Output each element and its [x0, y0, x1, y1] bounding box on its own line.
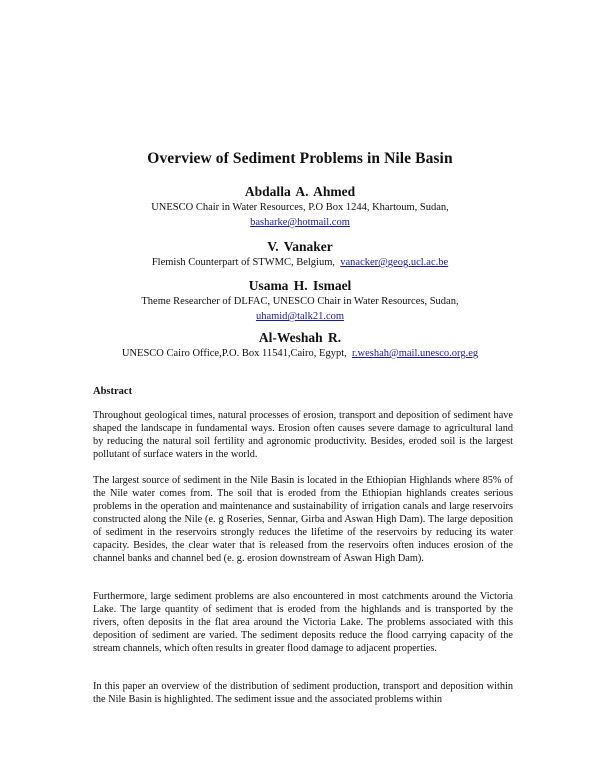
author-block-1: [0, 184, 600, 230]
author-affiliation: Flemish Counterpart of STWMC, Belgium,: [151, 257, 335, 268]
author-name: Usama H. Ismael: [248, 278, 352, 293]
abstract-paragraph-3: Furthermore, large sediment problems are also encountered in most catchments around the Victoria Lake. The large quantity of sediment that is eroded from the highlands and is transported by the rivers, often deposits in the flat area around the Victoria Lake. The problems associated with this deposition of sediment are varied. The sediment deposits reduce the flood carrying capacity of the stream channels, which often results in greater flood damage to adjacent properties.: [93, 591, 513, 655]
author-name: V. Vanaker: [267, 239, 333, 254]
author-block-4: [0, 330, 600, 361]
author-block-2: [0, 239, 600, 270]
author-name: Abdalla A. Ahmed: [244, 184, 356, 199]
author-affiliation: UNESCO Chair in Water Resources, P.O Box 1244, Khartoum, Sudan,: [151, 202, 449, 213]
author-affiliation: Theme Researcher of DLFAC, UNESCO Chair in Water Resources, Sudan,: [141, 296, 459, 307]
abstract-paragraph-2: The largest source of sediment in the Nile Basin is located in the Ethiopian Highlands where 85% of the Nile water comes from. The soil that is eroded from the Ethiopian highlands creates serious problems in the operation and maintenance and sustainability of irrigation canals and large reservoirs constructed along the Nile (e. g Roseries, Sennar, Girba and Aswan High Dam). The large deposition of sediment in the reservoirs strongly reduces the lifetime of the reservoirs by reducing its water capacity. Besides, the clear water that is released from the reservoirs often induces erosion of the channel banks and channel bed (e. g. erosion downstream of Aswan High Dam).: [93, 475, 513, 565]
author-block-3: [0, 278, 600, 324]
author-name: Al-Weshah R.: [258, 330, 342, 345]
author-affiliation: UNESCO Cairo Office,P.O. Box 11541,Cairo, Egypt,: [121, 348, 347, 359]
author-email-link[interactable]: uhamid@talk21.com: [255, 311, 345, 322]
abstract-paragraph-1: Throughout geological times, natural processes of erosion, transport and deposition of sediment have shaped the landscape in fundamental ways. Erosion often causes severe damage to agricultural land by reducing the natural soil fertility and agronomic productivity. Besides, eroded soil is the largest pollutant of surface waters in the world.: [93, 410, 513, 461]
author-email-link[interactable]: r.weshah@mail.unesco.org.eg: [352, 348, 479, 359]
abstract-heading: Abstract: [93, 386, 133, 397]
paper-title: Overview of Sediment Problems in Nile Basin: [147, 150, 453, 167]
author-email-link[interactable]: vanacker@geog.ucl.ac.be: [340, 257, 449, 268]
abstract-paragraph-4: In this paper an overview of the distribution of sediment production, transport and deposition within the Nile Basin is highlighted. The sediment issue and the associated problems within: [93, 681, 513, 706]
author-email-link[interactable]: basharke@hotmail.com: [250, 217, 350, 228]
